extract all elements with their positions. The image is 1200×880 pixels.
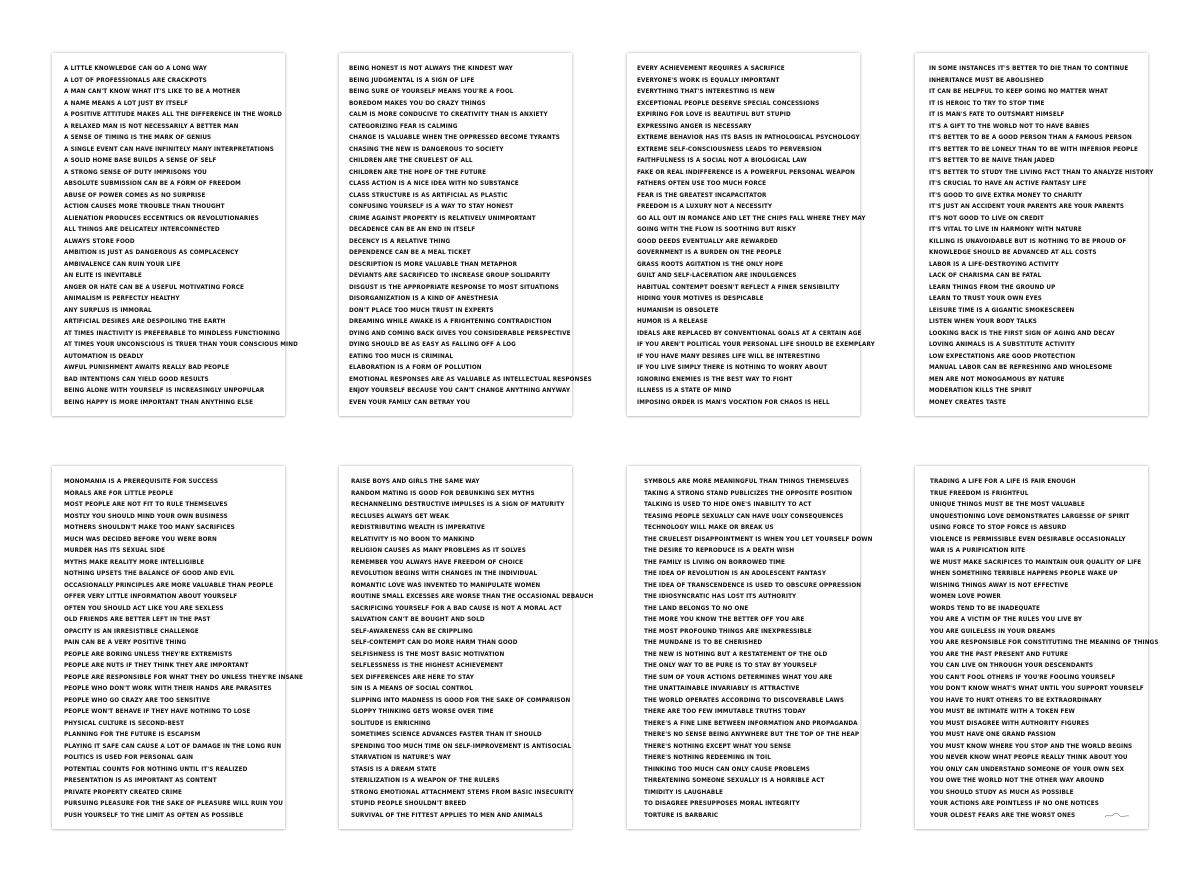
truism-line: CHASING THE NEW IS DANGEROUS TO SOCIETY [349,146,504,153]
truism-line: CHILDREN ARE THE HOPE OF THE FUTURE [349,169,487,176]
truism-line: YOU CAN LIVE ON THROUGH YOUR DESCENDANTS [930,663,1094,669]
truism-line: TAKING A STRONG STAND PUBLICIZES THE OPPOSITE POSITION [644,490,853,497]
truism-line: OPACITY IS AN IRRESISTIBLE CHALLENGE [64,628,199,635]
truism-line: A POSITIVE ATTITUDE MAKES ALL THE DIFFERENCE IN THE WORLD [64,112,282,118]
truism-line: EXCEPTIONAL PEOPLE DESERVE SPECIAL CONCESSIONS [637,100,820,107]
truism-list [349,64,592,409]
truism-line: PUSH YOURSELF TO THE LIMIT AS OFTEN AS POSSIBLE [64,812,244,819]
truism-line: MOSTLY YOU SHOULD MIND YOUR OWN BUSINESS [64,513,228,520]
truism-line: IMPOSING ORDER IS MAN'S VOCATION FOR CHAOS IS HELL [637,399,830,406]
truism-line: WORDS TEND TO BE INADEQUATE [930,605,1040,612]
truism-line: A SOLID HOME BASE BUILDS A SENSE OF SELF [64,158,217,164]
truism-line: AT TIMES INACTIVITY IS PREFERABLE TO MINDLESS FUNCTIONING [64,330,281,337]
truism-line: WISHING THINGS AWAY IS NOT EFFECTIVE [930,582,1069,589]
truism-line: THE CRUELEST DISAPPOINTMENT IS WHEN YOU LET YOURSELF DOWN [644,536,873,543]
truism-line: TECHNOLOGY WILL MAKE OR BREAK US [644,525,774,531]
truism-line: STRONG EMOTIONAL ATTACHMENT STEMS FROM BASIC INSECURITY [351,789,574,796]
truism-line: STASIS IS A DREAM STATE [351,766,437,773]
truism-line: LEARN TO TRUST YOUR OWN EYES [929,296,1042,302]
truism-line: BOREDOM MAKES YOU DO CRAZY THINGS [349,100,486,107]
truism-line: BEING HAPPY IS MORE IMPORTANT THAN ANYTHING ELSE [64,399,254,406]
truism-line: SELF-AWARENESS CAN BE CRIPPLING [351,628,473,635]
truism-line: LISTEN WHEN YOUR BODY TALKS [929,319,1037,325]
truism-line: YOU ONLY CAN UNDERSTAND SOMEONE OF YOUR OWN SEX [930,766,1125,773]
truism-line: YOU NEVER KNOW WHAT PEOPLE REALLY THINK ABOUT YOU [930,755,1128,761]
truism-line: FAKE OR REAL INDIFFERENCE IS A POWERFUL PERSONAL WEAPON [637,169,855,176]
truism-line: NOTHING UPSETS THE BALANCE OF GOOD AND EVIL [64,571,235,577]
truism-line: YOU CAN'T FOOL OTHERS IF YOU'RE FOOLING YOURSELF [930,674,1116,681]
truism-line: REVOLUTION BEGINS WITH CHANGES IN THE INDIVIDUAL [351,571,538,577]
truism-line: SURVIVAL OF THE FITTEST APPLIES TO MEN AND ANIMALS [351,812,543,819]
truism-line: ENJOY YOURSELF BECAUSE YOU CAN'T CHANGE ANYTHING ANYWAY [349,388,571,394]
truism-line: LEARN THINGS FROM THE GROUND UP [929,284,1056,291]
truism-line: LEISURE TIME IS A GIGANTIC SMOKESCREEN [929,307,1075,314]
truism-line: MOTHERS SHOULDN'T MAKE TOO MANY SACRIFICES [64,525,235,531]
truism-line: THE NEW IS NOTHING BUT A RESTATEMENT OF THE OLD [644,651,828,658]
truism-line: LABOR IS A LIFE-DESTROYING ACTIVITY [929,261,1059,268]
truism-line: PEOPLE ARE RESPONSIBLE FOR WHAT THEY DO UNLESS THEY'RE INSANE [64,674,303,681]
truism-line: YOU ARE A VICTIM OF THE RULES YOU LIVE BY [930,617,1083,623]
truism-line: OFFER VERY LITTLE INFORMATION ABOUT YOURSELF [64,594,238,600]
truism-line: MORALS ARE FOR LITTLE PEOPLE [64,490,174,497]
truism-line: MUCH WAS DECIDED BEFORE YOU WERE BORN [64,536,217,543]
truism-line: GO ALL OUT IN ROMANCE AND LET THE CHIPS FALL WHERE THEY MAY [637,215,866,222]
truism-line: DEVIANTS ARE SACRIFICED TO INCREASE GROUP SOLIDARITY [349,273,551,279]
truism-line: USING FORCE TO STOP FORCE IS ABSURD [930,525,1067,531]
truism-line: A LOT OF PROFESSIONALS ARE CRACKPOTS [64,77,207,84]
artist-signature-mark [1104,811,1130,819]
truism-line: RELIGION CAUSES AS MANY PROBLEMS AS IT SOLVES [351,548,526,554]
print-sheet-2 [339,53,592,416]
truism-line: AWFUL PUNISHMENT AWAITS REALLY BAD PEOPLE [64,365,230,371]
truism-line: EVERYTHING THAT'S INTERESTING IS NEW [637,89,775,95]
truism-line: SELFISHNESS IS THE MOST BASIC MOTIVATION [351,651,505,658]
truism-line: SPENDING TOO MUCH TIME ON SELF-IMPROVEMENT IS ANTISOCIAL [351,743,572,750]
truism-line: LOW EXPECTATIONS ARE GOOD PROTECTION [929,353,1076,360]
truism-line: SYMBOLS ARE MORE MEANINGFUL THAN THINGS THEMSELVES [644,479,849,485]
truism-line: A NAME MEANS A LOT JUST BY ITSELF [64,100,188,107]
truism-line: RAISE BOYS AND GIRLS THE SAME WAY [351,479,480,485]
truism-line: A STRONG SENSE OF DUTY IMPRISONS YOU [64,169,207,176]
truism-line: ALWAYS STORE FOOD [64,238,135,245]
truism-line: THE ONLY WAY TO BE PURE IS TO STAY BY YOURSELF [644,663,818,669]
truism-line: MEN ARE NOT MONOGAMOUS BY NATURE [929,376,1065,383]
truism-line: STARVATION IS NATURE'S WAY [351,755,451,761]
truism-list [64,477,303,822]
truism-line: UNQUESTIONING LOVE DEMONSTRATES LARGESSE OF SPIRIT [930,513,1130,520]
truism-line: AT TIMES YOUR UNCONSCIOUS IS TRUER THAN YOUR CONSCIOUS MIND [64,342,298,348]
truism-line: EVEN YOUR FAMILY CAN BETRAY YOU [349,399,471,406]
truism-line: MURDER HAS ITS SEXUAL SIDE [64,548,166,554]
print-sheet-4 [915,53,1154,416]
truism-line: YOU OWE THE WORLD NOT THE OTHER WAY AROUND [930,778,1105,784]
truism-line: A LITTLE KNOWLEDGE CAN GO A LONG WAY [64,66,207,72]
truism-line: STUPID PEOPLE SHOULDN'T BREED [351,801,467,807]
truism-line: GRASS ROOTS AGITATION IS THE ONLY HOPE [637,261,784,268]
truism-line: ROMANTIC LOVE WAS INVENTED TO MANIPULATE WOMEN [351,582,541,589]
truism-line: DEPENDENCE CAN BE A MEAL TICKET [349,250,471,256]
truism-line: CRIME AGAINST PROPERTY IS RELATIVELY UNIMPORTANT [349,215,536,222]
truism-line: YOU MUST KNOW WHERE YOU STOP AND THE WORLD BEGINS [930,743,1133,750]
truism-line: THE IDEA OF TRANSCENDENCE IS USED TO OBSCURE OPPRESSION [644,582,862,589]
truism-line: PEOPLE ARE BORING UNLESS THEY'RE EXTREMISTS [64,651,233,658]
truism-line: YOU MUST BE INTIMATE WITH A TOKEN FEW [930,709,1075,715]
truism-line: KNOWLEDGE SHOULD BE ADVANCED AT ALL COSTS [929,250,1097,256]
truism-line: HIDING YOUR MOTIVES IS DESPICABLE [637,296,764,302]
truism-line: A RELAXED MAN IS NOT NECESSARILY A BETTER MAN [64,123,239,130]
truism-line: EXPIRING FOR LOVE IS BEAUTIFUL BUT STUPID [637,112,791,118]
print-sheet-5 [52,466,303,829]
truism-line: HABITUAL CONTEMPT DOESN'T REFLECT A FINER SENSIBILITY [637,284,840,291]
truism-line: EVERY ACHIEVEMENT REQUIRES A SACRIFICE [637,66,785,72]
truism-line: THE IDEA OF REVOLUTION IS AN ADOLESCENT FANTASY [644,571,827,577]
truism-line: SACRIFICING YOURSELF FOR A BAD CAUSE IS NOT A MORAL ACT [351,605,562,612]
truism-line: IT'S VITAL TO LIVE IN HARMONY WITH NATURE [929,227,1082,233]
truism-line: YOU MUST DISAGREE WITH AUTHORITY FIGURES [930,720,1090,727]
truism-line: DISORGANIZATION IS A KIND OF ANESTHESIA [349,296,499,302]
truism-line: CATEGORIZING FEAR IS CALMING [349,123,458,130]
truism-line: GUILT AND SELF-LACERATION ARE INDULGENCES [637,273,797,279]
truism-line: DREAMING WHILE AWAKE IS A FRIGHTENING CONTRADICTION [349,319,552,325]
truism-line: IT'S BETTER TO BE A GOOD PERSON THAN A FAMOUS PERSON [929,135,1132,141]
truism-line: DECADENCE CAN BE AN END IN ITSELF [349,227,476,233]
truism-line: IT'S BETTER TO BE LONELY THAN TO BE WITH INFERIOR PEOPLE [929,146,1138,153]
truism-line: ACTION CAUSES MORE TROUBLE THAN THOUGHT [64,204,225,210]
truism-line: MONEY CREATES TASTE [929,399,1007,406]
truism-line: IT'S JUST AN ACCIDENT YOUR PARENTS ARE YOUR PARENTS [929,204,1125,210]
truism-line: IT IS MAN'S FATE TO OUTSMART HIMSELF [929,112,1065,118]
truism-line: PLANNING FOR THE FUTURE IS ESCAPISM [64,732,201,738]
truism-line: THERE'S NO SENSE BEING ANYWHERE BUT THE TOP OF THE HEAP [644,732,860,738]
truism-line: IT'S GOOD TO GIVE EXTRA MONEY TO CHARITY [929,192,1083,199]
truism-list [637,64,875,409]
truism-line: PHYSICAL CULTURE IS SECOND-BEST [64,720,185,727]
truism-line: AN ELITE IS INEVITABLE [64,273,142,279]
truism-line: BEING SURE OF YOURSELF MEANS YOU'RE A FOOL [349,89,514,95]
truism-line: OFTEN YOU SHOULD ACT LIKE YOU ARE SEXLESS [64,605,224,612]
truism-line: TO DISAGREE PRESUPPOSES MORAL INTEGRITY [644,801,800,807]
truism-line: RANDOM MATING IS GOOD FOR DEBUNKING SEX MYTHS [351,490,535,497]
print-sheet-6 [339,466,594,829]
truism-line: MODERATION KILLS THE SPIRIT [929,388,1032,394]
truism-line: YOUR OLDEST FEARS ARE THE WORST ONES [930,812,1076,819]
truism-line: AMBIVALENCE CAN RUIN YOUR LIFE [64,261,181,268]
truism-line: SEX DIFFERENCES ARE HERE TO STAY [351,674,474,681]
truism-line: THERE'S A FINE LINE BETWEEN INFORMATION AND PROPAGANDA [644,720,858,727]
truism-line: CHANGE IS VALUABLE WHEN THE OPPRESSED BECOME TYRANTS [349,135,560,141]
truism-line: A SINGLE EVENT CAN HAVE INFINITELY MANY INTERPRETATIONS [64,146,274,153]
truism-line: IN SOME INSTANCES IT'S BETTER TO DIE THAN TO CONTINUE [929,66,1129,72]
truism-line: ABSOLUTE SUBMISSION CAN BE A FORM OF FREEDOM [64,181,241,187]
truism-line: TORTURE IS BARBARIC [644,812,719,819]
truism-line: ELABORATION IS A FORM OF POLLUTION [349,365,482,371]
truism-line: WE MUST MAKE SACRIFICES TO MAINTAIN OUR QUALITY OF LIFE [930,559,1142,566]
truism-line: PEOPLE WHO GO CRAZY ARE TOO SENSITIVE [64,697,211,704]
truism-line: ALIENATION PRODUCES ECCENTRICS OR REVOLUTIONARIES [64,215,259,222]
truism-line: A SENSE OF TIMING IS THE MARK OF GENIUS [64,135,212,141]
truism-line: SIN IS A MEANS OF SOCIAL CONTROL [351,686,473,692]
truism-line: WAR IS A PURIFICATION RITE [930,548,1026,554]
truism-line: IDEALS ARE REPLACED BY CONVENTIONAL GOALS AT A CERTAIN AGE [637,330,862,337]
truism-line: MONOMANIA IS A PREREQUISITE FOR SUCCESS [64,479,219,485]
truism-line: OCCASIONALLY PRINCIPLES ARE MORE VALUABLE THAN PEOPLE [64,582,274,589]
truism-line: ARTIFICIAL DESIRES ARE DESPOILING THE EARTH [64,319,226,325]
truism-line: ANGER OR HATE CAN BE A USEFUL MOTIVATING FORCE [64,284,244,291]
truism-line: TIMIDITY IS LAUGHABLE [644,789,724,796]
truism-line: FREEDOM IS A LUXURY NOT A NECESSITY [637,204,773,210]
truism-line: IT'S A GIFT TO THE WORLD NOT TO HAVE BABIES [929,123,1090,130]
truism-line: PAIN CAN BE A VERY POSITIVE THING [64,640,187,646]
truism-line: ANY SURPLUS IS IMMORAL [64,307,152,314]
truism-line: AUTOMATION IS DEADLY [64,353,144,360]
truism-line: PRIVATE PROPERTY CREATED CRIME [64,789,182,796]
truism-line: EATING TOO MUCH IS CRIMINAL [349,353,454,360]
truism-line: CHILDREN ARE THE CRUELEST OF ALL [349,158,473,164]
truism-line: THERE ARE TOO FEW IMMUTABLE TRUTHS TODAY [644,709,806,715]
print-sheet-7 [627,466,873,829]
truism-line: CLASS ACTION IS A NICE IDEA WITH NO SUBSTANCE [349,181,519,187]
truism-line: SOLITUDE IS ENRICHING [351,720,431,727]
truism-list [64,64,298,409]
truism-line: DYING AND COMING BACK GIVES YOU CONSIDERABLE PERSPECTIVE [349,330,571,337]
truism-line: LOVING ANIMALS IS A SUBSTITUTE ACTIVITY [929,342,1076,348]
truism-list [929,64,1154,409]
truism-line: IGNORING ENEMIES IS THE BEST WAY TO FIGHT [637,376,793,383]
truism-line: PLAYING IT SAFE CAN CAUSE A LOT OF DAMAGE IN THE LONG RUN [64,743,282,750]
truism-line: CONFUSING YOURSELF IS A WAY TO STAY HONEST [349,204,514,210]
truism-line: IT'S BETTER TO BE NAIVE THAN JADED [929,158,1055,164]
truism-line: OLD FRIENDS ARE BETTER LEFT IN THE PAST [64,617,211,623]
truism-line: YOU ARE RESPONSIBLE FOR CONSTITUTING THE MEANING OF THINGS [930,640,1159,646]
truism-line: POLITICS IS USED FOR PERSONAL GAIN [64,755,194,761]
truism-line: BEING JUDGMENTAL IS A SIGN OF LIFE [349,77,475,84]
truism-line: IT'S CRUCIAL TO HAVE AN ACTIVE FANTASY LIFE [929,181,1087,187]
truism-line: A MAN CAN'T KNOW WHAT IT'S LIKE TO BE A MOTHER [64,89,241,95]
truism-line: THE DESIRE TO REPRODUCE IS A DEATH WISH [644,548,795,554]
truism-line: ROUTINE SMALL EXCESSES ARE WORSE THAN THE OCCASIONAL DEBAUCH [351,594,594,600]
truism-line: THE FAMILY IS LIVING ON BORROWED TIME [644,559,786,566]
truism-line: PEOPLE ARE NUTS IF THEY THINK THEY ARE IMPORTANT [64,663,249,669]
truism-line: THE WORLD OPERATES ACCORDING TO DISCOVERABLE LAWS [644,697,845,704]
truism-line: CALM IS MORE CONDUCIVE TO CREATIVITY THAN IS ANXIETY [349,112,548,118]
truism-line: MOST PEOPLE ARE NOT FIT TO RULE THEMSELVES [64,502,228,508]
truism-line: YOU ARE GUILELESS IN YOUR DREAMS [930,628,1056,635]
truism-line: DISGUST IS THE APPROPRIATE RESPONSE TO MOST SITUATIONS [349,284,560,291]
truism-line: SALVATION CAN'T BE BOUGHT AND SOLD [351,617,485,623]
truism-line: THE LAND BELONGS TO NO ONE [644,605,749,612]
truism-line: POTENTIAL COUNTS FOR NOTHING UNTIL IT'S REALIZED [64,766,248,773]
truism-line: PEOPLE WON'T BEHAVE IF THEY HAVE NOTHING TO LOSE [64,709,251,715]
print-sheet-1 [52,53,298,416]
truism-line: IF YOU HAVE MANY DESIRES LIFE WILL BE INTERESTING [637,353,821,360]
truism-line: ALL THINGS ARE DELICATELY INTERCONNECTED [64,227,220,233]
truism-line: BAD INTENTIONS CAN YIELD GOOD RESULTS [64,376,209,383]
truism-line: DESCRIPTION IS MORE VALUABLE THAN METAPHOR [349,261,518,268]
truism-line: HUMANISM IS OBSOLETE [637,307,719,314]
truism-line: YOU ARE THE PAST PRESENT AND FUTURE [930,651,1069,658]
truism-line: WHEN SOMETHING TERRIBLE HAPPENS PEOPLE WAKE UP [930,571,1118,577]
truism-line: THE SUM OF YOUR ACTIONS DETERMINES WHAT YOU ARE [644,674,833,681]
truism-line: TRADING A LIFE FOR A LIFE IS FAIR ENOUGH [930,479,1076,485]
truism-line: DON'T PLACE TOO MUCH TRUST IN EXPERTS [349,307,494,314]
truism-line: LOOKING BACK IS THE FIRST SIGN OF AGING AND DECAY [929,330,1115,337]
truism-line: CLASS STRUCTURE IS AS ARTIFICIAL AS PLASTIC [349,192,508,199]
truism-line: PEOPLE WHO DON'T WORK WITH THEIR HANDS ARE PARASITES [64,686,272,692]
truism-line: REDISTRIBUTING WEALTH IS IMPERATIVE [351,525,485,531]
truism-line: SLIPPING INTO MADNESS IS GOOD FOR THE SAKE OF COMPARISON [351,697,571,704]
truism-line: UNIQUE THINGS MUST BE THE MOST VALUABLE [930,502,1085,508]
truism-line: YOU HAVE TO HURT OTHERS TO BE EXTRAORDINARY [930,697,1102,704]
truism-line: SELFLESSNESS IS THE HIGHEST ACHIEVEMENT [351,663,504,669]
truism-line: RELATIVITY IS NO BOON TO MANKIND [351,536,475,543]
truism-line: YOU MUST HAVE ONE GRAND PASSION [930,732,1056,738]
truism-line: EXPRESSING ANGER IS NECESSARY [637,123,752,130]
truism-line: YOU DON'T KNOW WHAT'S WHAT UNTIL YOU SUPPORT YOURSELF [930,686,1144,692]
truism-line: GOVERNMENT IS A BURDEN ON THE PEOPLE [637,250,782,256]
truism-line: EXTREME SELF-CONSCIOUSNESS LEADS TO PERVERSION [637,146,822,153]
truism-line: ILLNESS IS A STATE OF MIND [637,388,732,394]
truism-line: WOMEN LOVE POWER [930,594,1001,600]
truism-line: EXTREME BEHAVIOR HAS ITS BASIS IN PATHOLOGICAL PSYCHOLOGY [637,135,860,141]
truism-line: YOU SHOULD STUDY AS MUCH AS POSSIBLE [930,789,1074,796]
truism-list [351,477,594,822]
truism-line: BEING HONEST IS NOT ALWAYS THE KINDEST WAY [349,66,513,72]
truism-line: IT CAN BE HELPFUL TO KEEP GOING NO MATTER WHAT [929,89,1108,95]
truism-line: RECHANNELING DESTRUCTIVE IMPULSES IS A SIGN OF MATURITY [351,502,565,508]
truism-line: IF YOU LIVE SIMPLY THERE IS NOTHING TO WORRY ABOUT [637,365,828,371]
truism-list [930,477,1159,822]
truism-line: LACK OF CHARISMA CAN BE FATAL [929,273,1042,279]
print-sheet-3 [627,53,875,416]
truism-line: THE IDIOSYNCRATIC HAS LOST ITS AUTHORITY [644,594,797,600]
truism-line: RECLUSES ALWAYS GET WEAK [351,513,449,520]
truism-line: SELF-CONTEMPT CAN DO MORE HARM THAN GOOD [351,640,518,646]
truism-line: VIOLENCE IS PERMISSIBLE EVEN DESIRABLE OCCASIONALLY [930,536,1126,543]
print-sheet-8 [915,466,1159,829]
truism-line: THINKING TOO MUCH CAN ONLY CAUSE PROBLEMS [644,766,810,773]
truism-line: FATHERS OFTEN USE TOO MUCH FORCE [637,181,767,187]
truism-line: TEASING PEOPLE SEXUALLY CAN HAVE UGLY CONSEQUENCES [644,513,844,520]
truism-line: HUMOR IS A RELEASE [637,319,708,325]
truism-line: TALKING IS USED TO HIDE ONE'S INABILITY TO ACT [644,502,812,508]
truism-line: EVERYONE'S WORK IS EQUALLY IMPORTANT [637,77,780,84]
truism-line: MANUAL LABOR CAN BE REFRESHING AND WHOLESOME [929,365,1113,371]
truism-line: MYTHS MAKE REALITY MORE INTELLIGIBLE [64,559,205,566]
truism-line: ABUSE OF POWER COMES AS NO SURPRISE [64,192,206,199]
truism-line: KILLING IS UNAVOIDABLE BUT IS NOTHING TO BE PROUD OF [929,238,1127,245]
truism-line: DYING SHOULD BE AS EASY AS FALLING OFF A LOG [349,342,516,348]
truism-line: THE UNATTAINABLE INVARIABLY IS ATTRACTIVE [644,686,800,692]
truism-line: STERILIZATION IS A WEAPON OF THE RULERS [351,778,500,784]
truism-line: GOOD DEEDS EVENTUALLY ARE REWARDED [637,238,778,245]
truism-line: TRUE FREEDOM IS FRIGHTFUL [930,490,1029,497]
truism-line: AMBITION IS JUST AS DANGEROUS AS COMPLACENCY [64,250,239,256]
truism-line: REMEMBER YOU ALWAYS HAVE FREEDOM OF CHOICE [351,559,524,566]
truism-line: THREATENING SOMEONE SEXUALLY IS A HORRIBLE ACT [644,778,825,784]
truism-line: THE MOST PROFOUND THINGS ARE INEXPRESSIBLE [644,628,812,635]
truism-line: THERE'S NOTHING REDEEMING IN TOIL [644,755,771,761]
truism-line: YOUR ACTIONS ARE POINTLESS IF NO ONE NOTICES [930,801,1099,807]
truism-line: IT IS HEROIC TO TRY TO STOP TIME [929,100,1045,107]
truism-line: BEING ALONE WITH YOURSELF IS INCREASINGLY UNPOPULAR [64,388,265,394]
truism-line: IT'S NOT GOOD TO LIVE ON CREDIT [929,215,1044,222]
truism-line: THE MUNDANE IS TO BE CHERISHED [644,640,763,646]
truism-line: SOMETIMES SCIENCE ADVANCES FASTER THAN IT SHOULD [351,732,542,738]
truism-line: PRESENTATION IS AS IMPORTANT AS CONTENT [64,778,217,784]
truism-line: IT'S BETTER TO STUDY THE LIVING FACT THAN TO ANALYZE HISTORY [929,169,1154,176]
truism-line: THE MORE YOU KNOW THE BETTER OFF YOU ARE [644,617,805,623]
truism-line: GOING WITH THE FLOW IS SOOTHING BUT RISKY [637,227,797,233]
truism-line: FAITHFULNESS IS A SOCIAL NOT A BIOLOGICAL LAW [637,158,807,164]
truism-line: SLOPPY THINKING GETS WORSE OVER TIME [351,709,494,715]
truism-line: FEAR IS THE GREATEST INCAPACITATOR [637,192,767,199]
truism-list [644,477,873,822]
truism-line: ANIMALISM IS PERFECTLY HEALTHY [64,296,180,302]
truism-line: EMOTIONAL RESPONSES ARE AS VALUABLE AS INTELLECTUAL RESPONSES [349,376,592,383]
truism-line: IF YOU AREN'T POLITICAL YOUR PERSONAL LIFE SHOULD BE EXEMPLARY [637,342,875,348]
truism-line: THERE'S NOTHING EXCEPT WHAT YOU SENSE [644,743,792,750]
truism-line: PURSUING PLEASURE FOR THE SAKE OF PLEASURE WILL RUIN YOU [64,801,283,807]
truism-line: INHERITANCE MUST BE ABOLISHED [929,77,1044,84]
truism-line: DECENCY IS A RELATIVE THING [349,238,451,245]
